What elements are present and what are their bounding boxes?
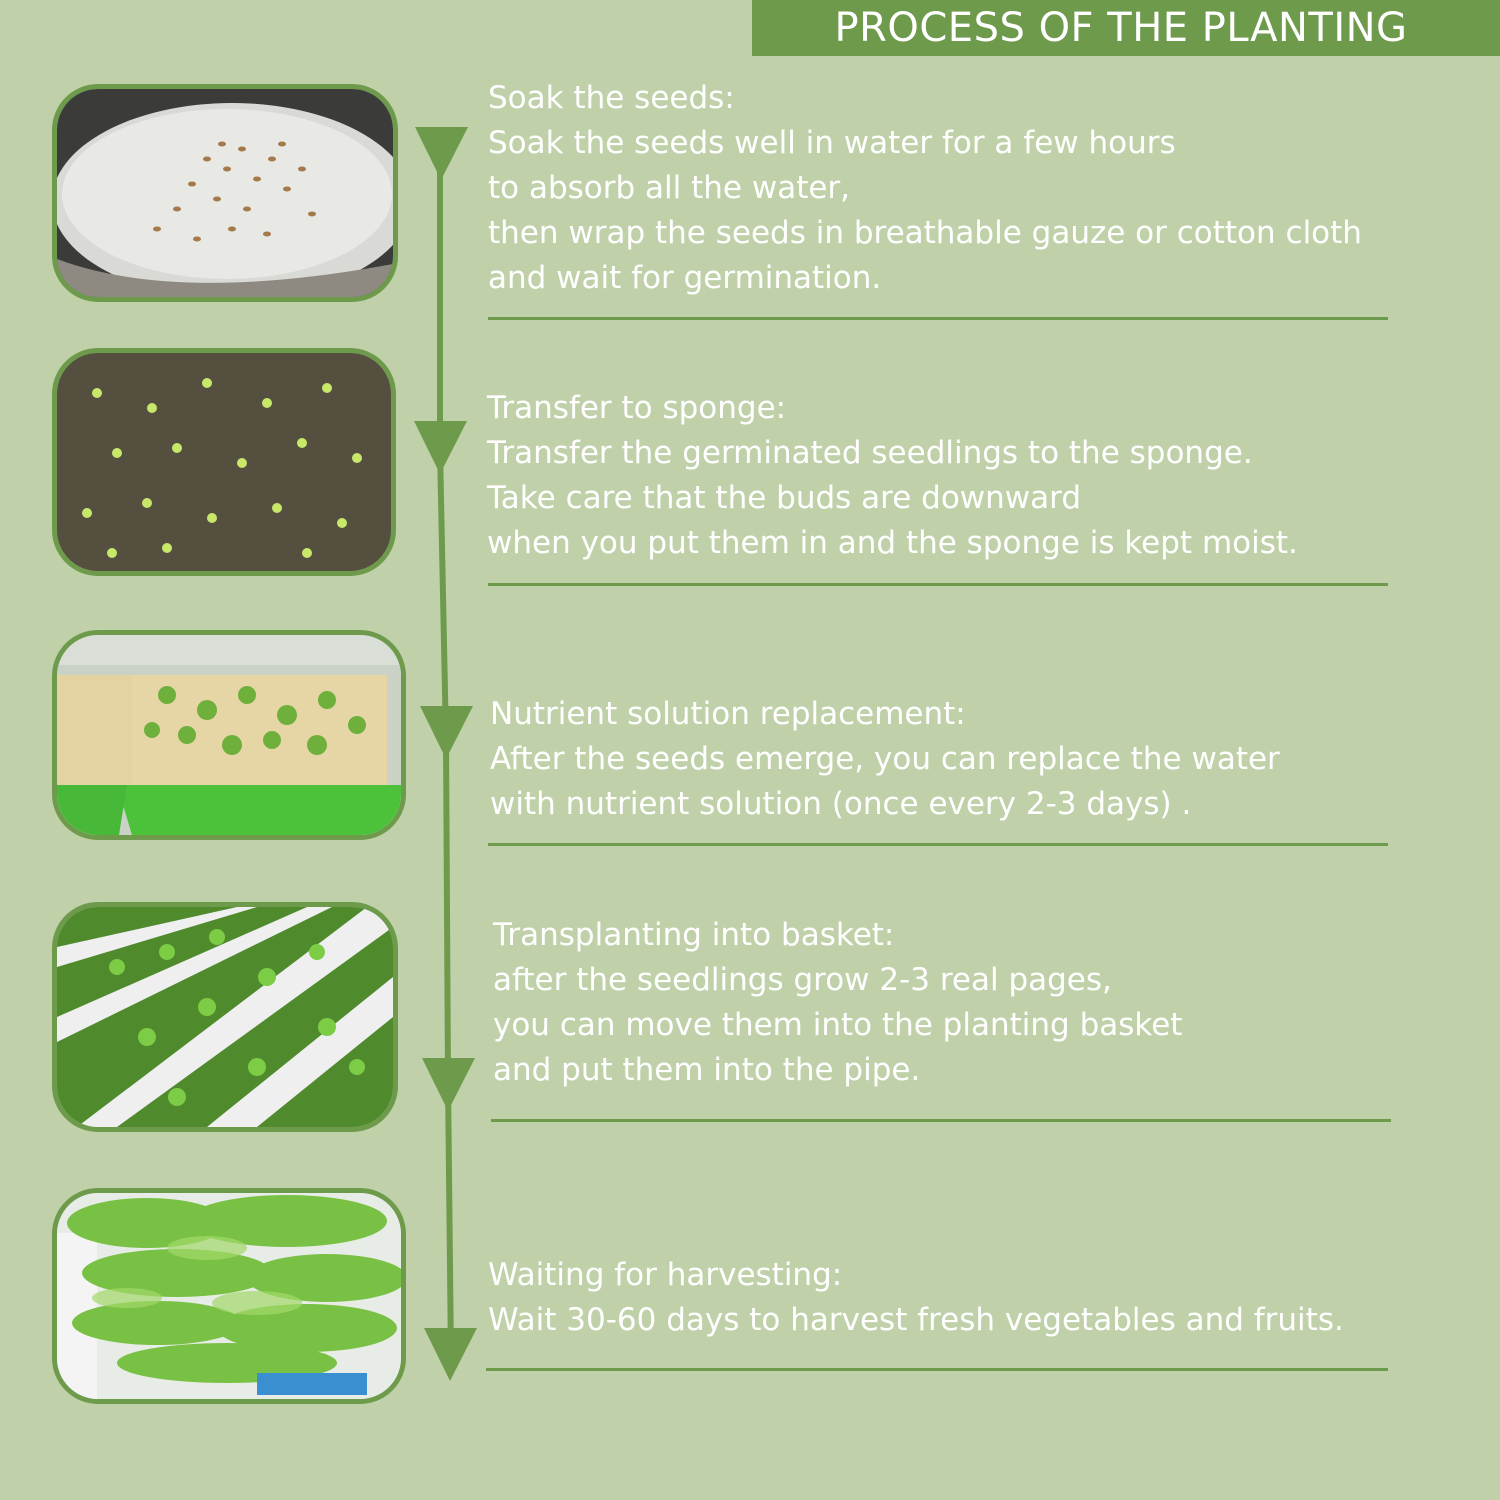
step-5-title: Waiting for harvesting:	[488, 1257, 843, 1293]
step-2-text	[487, 386, 1298, 566]
step-1-line-4: and wait for germination.	[488, 260, 882, 296]
step-1-text	[488, 76, 1362, 301]
step-4-line-3: and put them into the pipe.	[493, 1052, 921, 1088]
page-title: PROCESS OF THE PLANTING	[834, 5, 1408, 51]
step-3-line-2: with nutrient solution (once every 2-3 days) .	[490, 786, 1192, 822]
step-2-line-3: when you put them in and the sponge is kept moist.	[487, 525, 1298, 561]
step-4-divider	[491, 1119, 1391, 1122]
timeline-arrow-3	[420, 706, 473, 759]
step-5-divider	[486, 1368, 1388, 1371]
soaked-seeds-photo	[52, 84, 398, 302]
step-1-line-1: Soak the seeds well in water for a few hours	[488, 125, 1176, 161]
timeline-arrow-2	[414, 421, 467, 474]
step-1-line-2: to absorb all the water,	[488, 170, 851, 206]
timeline-arrow-4	[422, 1058, 475, 1111]
seedling-tray-photo	[52, 630, 406, 840]
step-3-title: Nutrient solution replacement:	[490, 696, 966, 732]
step-2-line-1: Transfer the germinated seedlings to the sponge.	[487, 435, 1253, 471]
step-5-line-1: Wait 30-60 days to harvest fresh vegetables and fruits.	[488, 1302, 1344, 1338]
step-4-title: Transplanting into basket:	[493, 917, 895, 953]
step-2-line-2: Take care that the buds are downward	[487, 480, 1082, 516]
timeline-arrow-5	[424, 1328, 477, 1381]
lettuce-harvest-photo	[52, 1188, 406, 1404]
step-3-text	[490, 692, 1280, 827]
step-2-divider	[488, 583, 1388, 586]
step-1-title: Soak the seeds:	[488, 80, 735, 116]
seedlings-sponge-photo	[52, 348, 396, 576]
step-2-title: Transfer to sponge:	[487, 390, 787, 426]
step-1-divider	[488, 317, 1388, 320]
step-4-line-2: you can move them into the planting basket	[493, 1007, 1183, 1043]
step-3-divider	[488, 843, 1388, 846]
step-4-line-1: after the seedlings grow 2-3 real pages,	[493, 962, 1112, 998]
step-4-text	[493, 913, 1182, 1093]
seedlings-pipes-photo	[52, 902, 398, 1132]
step-3-line-1: After the seeds emerge, you can replace the water	[490, 741, 1280, 777]
step-1-line-3: then wrap the seeds in breathable gauze or cotton cloth	[488, 215, 1362, 251]
timeline-arrow-1	[415, 127, 468, 180]
step-5-text	[488, 1253, 1344, 1343]
